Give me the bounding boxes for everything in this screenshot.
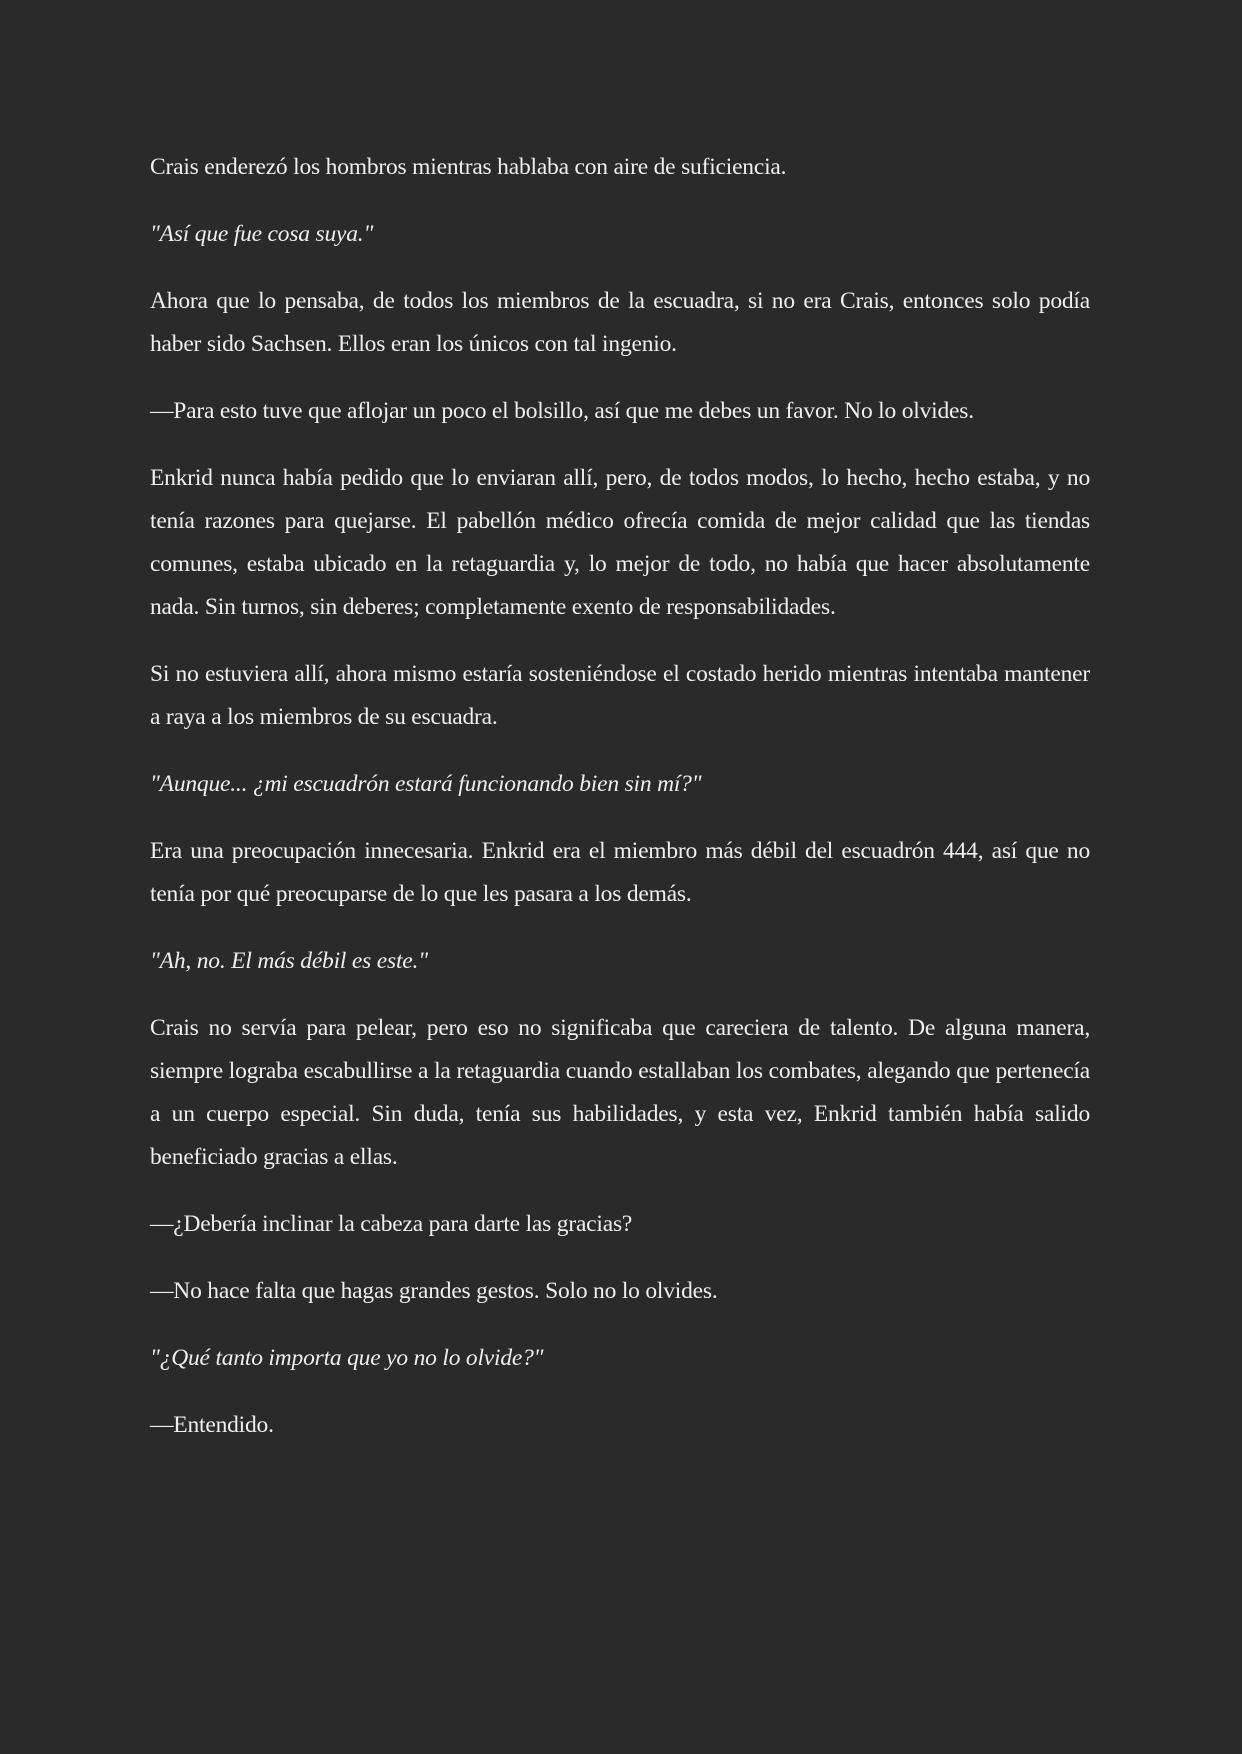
- paragraph-dialogue: —Para esto tuve que aflojar un poco el bolsillo, así que me debes un favor. No lo olvides.: [150, 398, 974, 424]
- paragraph-narration: Era una preocupación innecesaria. Enkrid era el miembro más débil del escuadrón 444, así que no tenía por qué preocuparse de lo que les pasara a los demás.: [150, 838, 1090, 907]
- paragraph-narration: Ahora que lo pensaba, de todos los miembros de la escuadra, si no era Crais, entonces solo podía haber sido Sachsen. Ellos eran los únicos con tal ingenio.: [150, 288, 1090, 357]
- document-page: [150, 146, 1090, 1471]
- paragraph-narration: Enkrid nunca había pedido que lo enviaran allí, pero, de todos modos, lo hecho, hecho estaba, y no tenía razones para quejarse. El pabellón médico ofrecía comida de mejor calidad que las tiendas comunes, estaba ubicado en la retaguardia y, lo mejor de todo, no había que hacer absolutamente nada. Sin turnos, sin deberes; completamente exento de responsabilidades.: [150, 465, 1090, 620]
- paragraph-thought: "¿Qué tanto importa que yo no lo olvide?": [150, 1345, 544, 1371]
- paragraph-narration: Crais enderezó los hombros mientras hablaba con aire de suficiencia.: [150, 154, 787, 180]
- paragraph-thought: "Aunque... ¿mi escuadrón estará funcionando bien sin mí?": [150, 771, 702, 797]
- paragraph-thought: "Así que fue cosa suya.": [150, 221, 374, 247]
- paragraph-dialogue: —No hace falta que hagas grandes gestos. Solo no lo olvides.: [150, 1278, 718, 1304]
- paragraph-thought: "Ah, no. El más débil es este.": [150, 948, 428, 974]
- paragraph-dialogue: —Entendido.: [150, 1412, 274, 1438]
- paragraph-narration: Si no estuviera allí, ahora mismo estaría sosteniéndose el costado herido mientras intentaba mantener a raya a los miembros de su escuadra.: [150, 661, 1090, 730]
- paragraph-narration: Crais no servía para pelear, pero eso no significaba que careciera de talento. De alguna manera, siempre lograba escabullirse a la retaguardia cuando estallaban los combates, alegando que pertenecía a un cuerpo especial. Sin duda, tenía sus habilidades, y esta vez, Enkrid también había salido beneficiado gracias a ellas.: [150, 1015, 1090, 1170]
- paragraph-dialogue: —¿Debería inclinar la cabeza para darte las gracias?: [150, 1211, 633, 1237]
